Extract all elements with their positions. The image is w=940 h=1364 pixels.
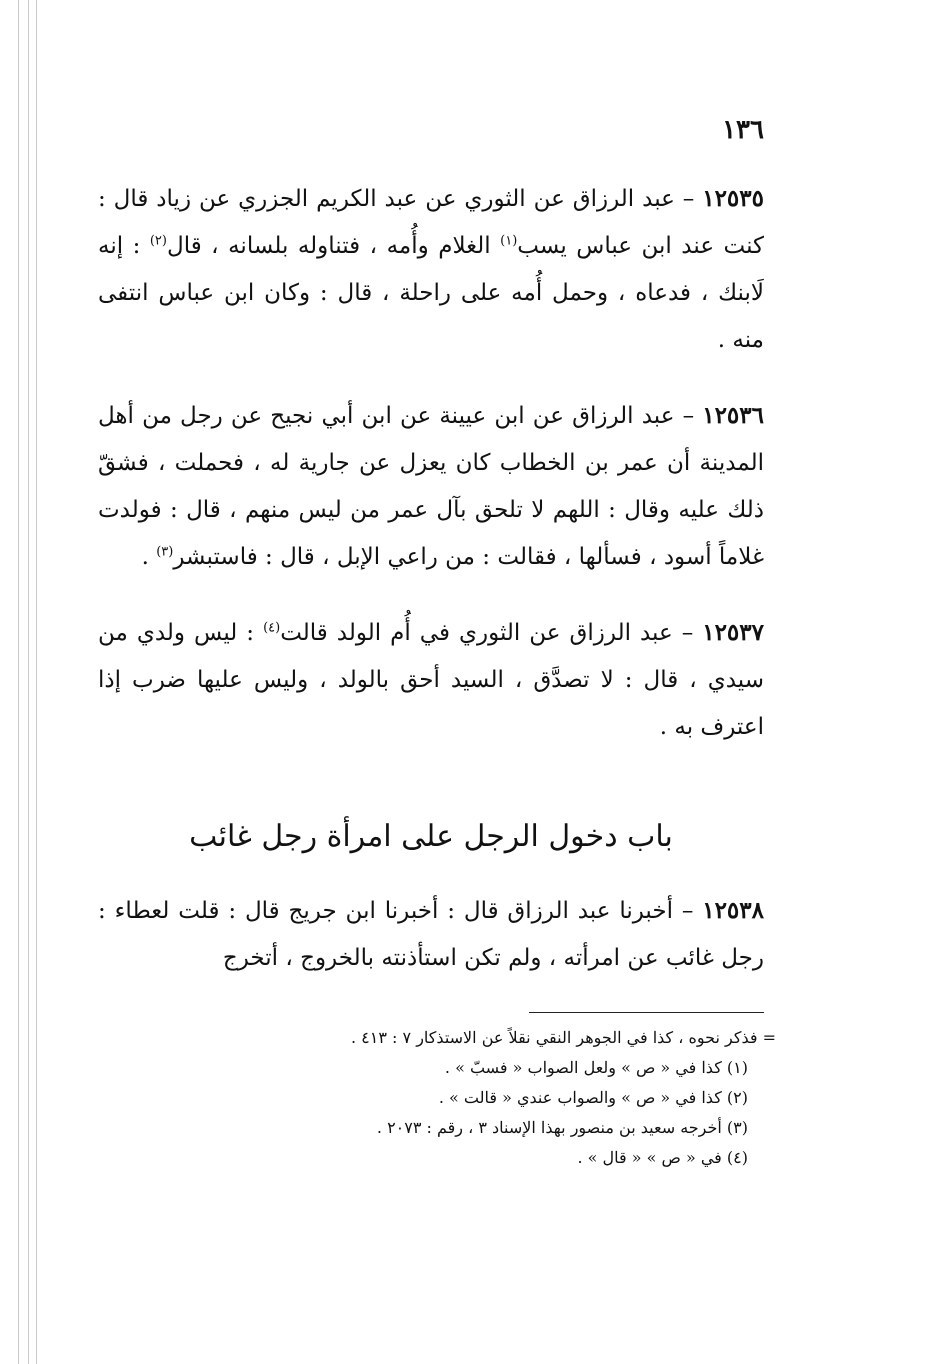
paragraph-text: – عبد الرزاق عن الثوري في أُم الولد قالت: [280, 620, 703, 646]
paragraph-text: – أخبرنا عبد الرزاق قال : أخبرنا ابن جريج قال : قلت لعطاء : رجل غائب عن امرأته ، ولم تكن استأذنته بالخروج ، أتخرج: [98, 898, 764, 971]
paragraph-text: الغلام وأُمه ، فتناوله بلسانه ، قال: [166, 233, 501, 259]
hadith-paragraph: [98, 175, 764, 364]
footnote-item: (٤) في « ص » « قال » .: [577, 1148, 748, 1167]
hadith-paragraph: [98, 609, 764, 751]
scan-edge-line: [28, 0, 29, 1364]
footnote-item: (٣) أخرجه سعيد بن منصور بهذا الإسناد ٣ ، رقم : ٢٠٧٣ .: [376, 1118, 748, 1137]
section-heading: باب دخول الرجل على امرأة رجل غائب: [189, 819, 673, 854]
hadith-number: ١٢٥٣٧: [702, 619, 764, 646]
footnote-ref: (٤): [263, 620, 281, 636]
hadith-paragraph: [98, 887, 764, 982]
hadith-number: ١٢٥٣٨: [702, 897, 764, 924]
hadith-number: ١٢٥٣٥: [702, 185, 764, 212]
paragraph-text: : ليس ولدي من سيدي ، قال : لا تصدَّق ، السيد أحق بالولد ، وليس عليها ضرب إذا اعترف به .: [98, 620, 764, 740]
hadith-number: ١٢٥٣٦: [702, 402, 764, 429]
footnote-ref: (٢): [149, 233, 167, 249]
footnote-ref: (١): [500, 233, 518, 249]
scan-edge-line: [18, 0, 19, 1364]
footnote-ref: (٣): [156, 544, 174, 560]
paragraph-text: .: [141, 544, 157, 570]
footnotes: [98, 1023, 776, 1173]
paragraph-text: : إنه لَابنك ، فدعاه ، وحمل أُمه على راحلة ، قال : وكان ابن عباس انتفى منه .: [98, 233, 764, 353]
page-number: ١٣٦: [722, 115, 764, 145]
footnote-item: (١) كذا في « ص » ولعل الصواب « فسبّ » .: [444, 1058, 748, 1077]
footnote-divider: [529, 1012, 764, 1013]
footnote-continuation: = فذكر نحوه ، كذا في الجوهر النقي نقلاً عن الاستذكار ٧ : ٤١٣ .: [351, 1028, 776, 1047]
paragraph-text: – عبد الرزاق عن ابن عيينة عن ابن أبي نجيح عن رجل من أهل المدينة أن عمر بن الخطاب كان يعزل عن جارية له ، فحملت ، فشقّ ذلك عليه وقال : اللهم لا تلحق بآل عمر من ليس منهم ، قال : فولدت غلاماً أسود ، فسألها ، فقالت : من راعي الإبل ، قال : فاستبشر: [98, 403, 764, 570]
document-page: [98, 115, 776, 1245]
footnote-item: (٢) كذا في « ص » والصواب عندي « قالت » .: [438, 1088, 748, 1107]
scan-edge-line: [36, 0, 37, 1364]
hadith-paragraph: [98, 392, 764, 581]
paragraph-text: – عبد الرزاق عن الثوري عن عبد الكريم الجزري عن زياد قال : كنت عند ابن عباس يسب: [98, 186, 764, 259]
